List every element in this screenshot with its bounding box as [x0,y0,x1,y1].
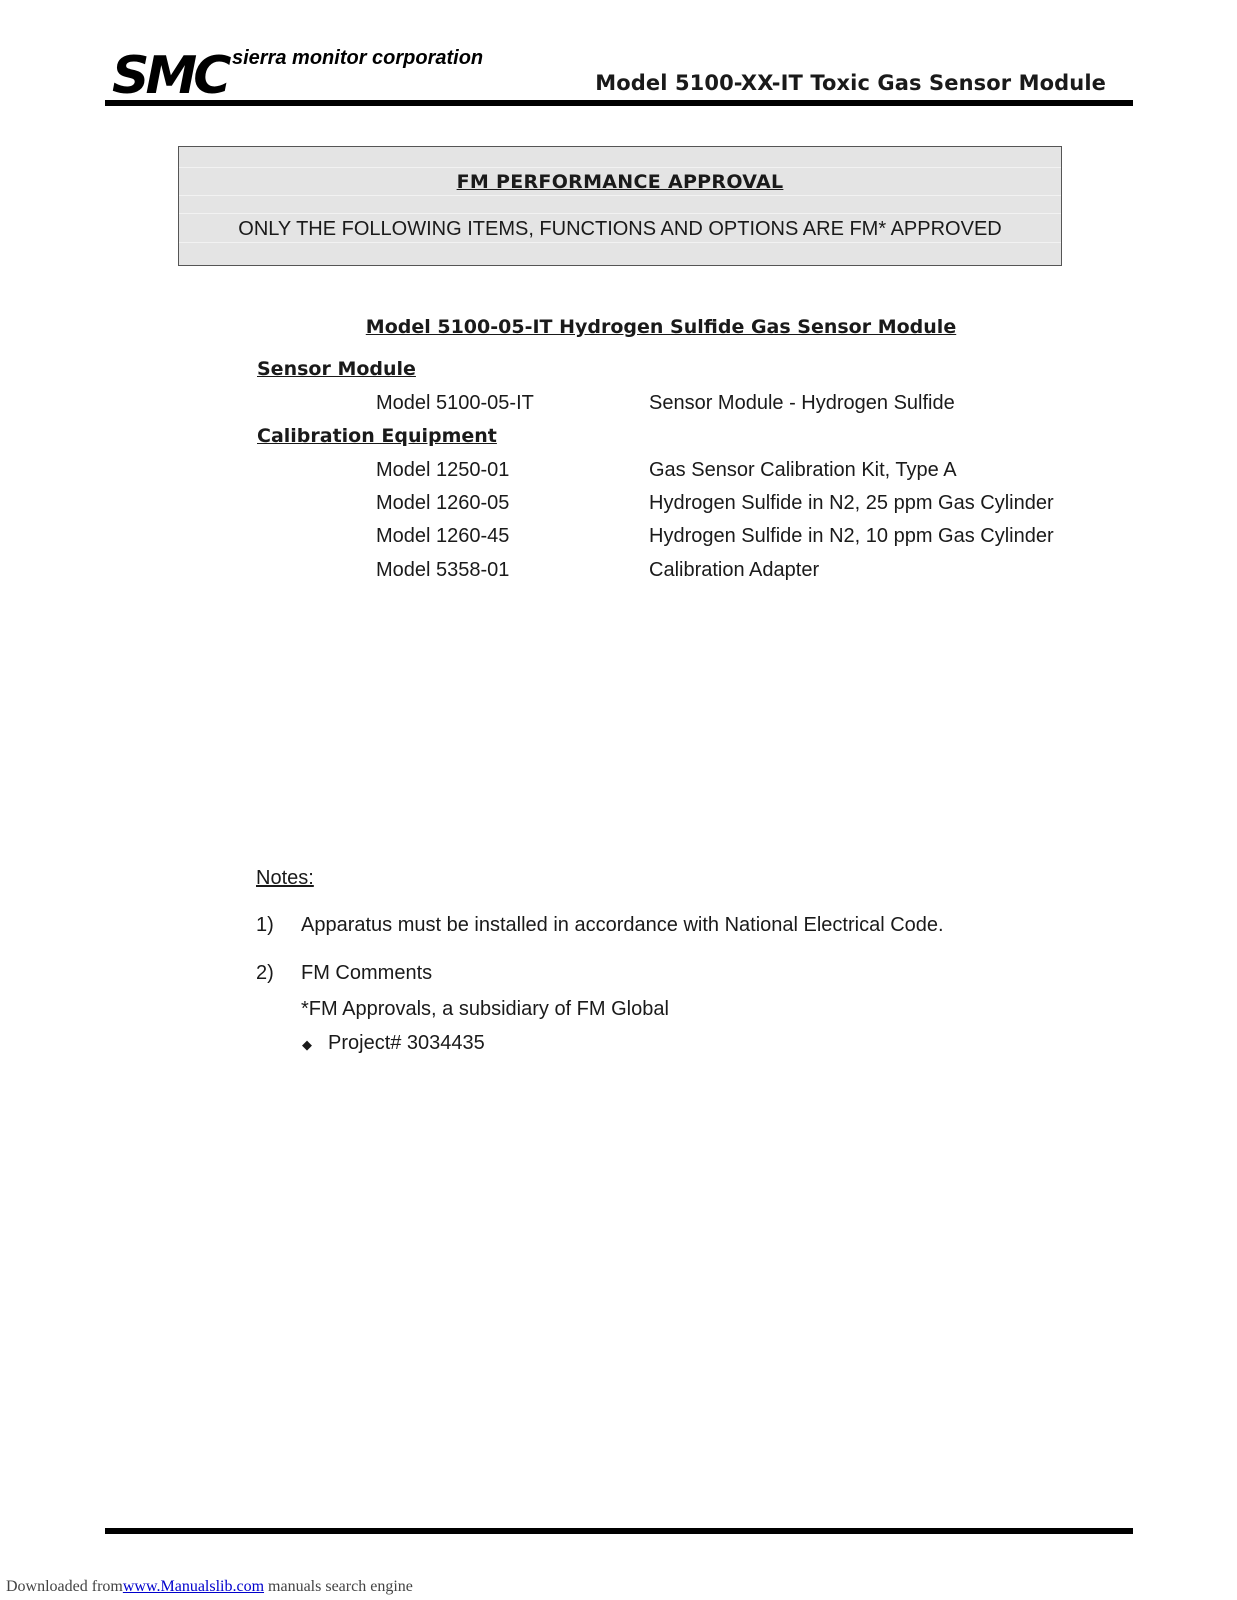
note-number: 1) [256,914,274,936]
model-number: Model 5100-05-IT [376,392,534,414]
approval-subheading: ONLY THE FOLLOWING ITEMS, FUNCTIONS AND OPTIONS ARE FM* APPROVED [238,218,1002,240]
download-footer [6,1578,413,1596]
bullet-text: Project# 3034435 [328,1032,485,1054]
model-description: Gas Sensor Calibration Kit, Type A [649,459,957,481]
document-title: Model 5100-XX-IT Toxic Gas Sensor Module [595,71,1106,95]
company-name: sierra monitor corporation [232,48,484,69]
approval-heading: FM PERFORMANCE APPROVAL [456,171,784,193]
group-heading-calibration-equipment: Calibration Equipment [257,425,497,447]
model-description: Hydrogen Sulfide in N2, 10 ppm Gas Cylinder [649,525,1054,547]
notes-label: Notes: [256,867,314,889]
note-number: 2) [256,962,274,984]
table-row [376,492,1096,522]
model-description: Calibration Adapter [649,559,820,581]
company-logo [110,48,490,98]
approval-box [178,146,1062,266]
footer-suffix: manuals search engine [268,1578,413,1595]
section-title: Model 5100-05-IT Hydrogen Sulfide Gas Sensor Module [365,316,957,338]
note-subtext: *FM Approvals, a subsidiary of FM Global [301,998,669,1020]
note-text: FM Comments [301,962,433,984]
shading-line [179,213,1061,214]
model-number: Model 5358-01 [376,559,510,581]
table-row [376,559,1096,589]
header-rule [105,100,1133,106]
model-number: Model 1250-01 [376,459,510,481]
model-description: Sensor Module - Hydrogen Sulfide [649,392,955,414]
shading-line [179,167,1061,168]
footer-rule [105,1528,1133,1534]
shading-line [179,242,1061,243]
footer-prefix: Downloaded from [6,1578,123,1595]
model-description: Hydrogen Sulfide in N2, 25 ppm Gas Cylinder [649,492,1054,514]
table-row [376,459,1096,489]
manualslib-link[interactable]: www.Manualslib.com [122,1578,265,1595]
model-number: Model 1260-05 [376,492,510,514]
table-row [376,392,1096,422]
group-heading-sensor-module: Sensor Module [257,358,416,380]
logo-mark: SMC [112,48,228,98]
note-text: Apparatus must be installed in accordance with National Electrical Code. [301,914,944,936]
model-number: Model 1260-45 [376,525,510,547]
diamond-bullet-icon: ◆ [302,1037,312,1052]
shading-line [179,195,1061,196]
table-row [376,525,1096,555]
